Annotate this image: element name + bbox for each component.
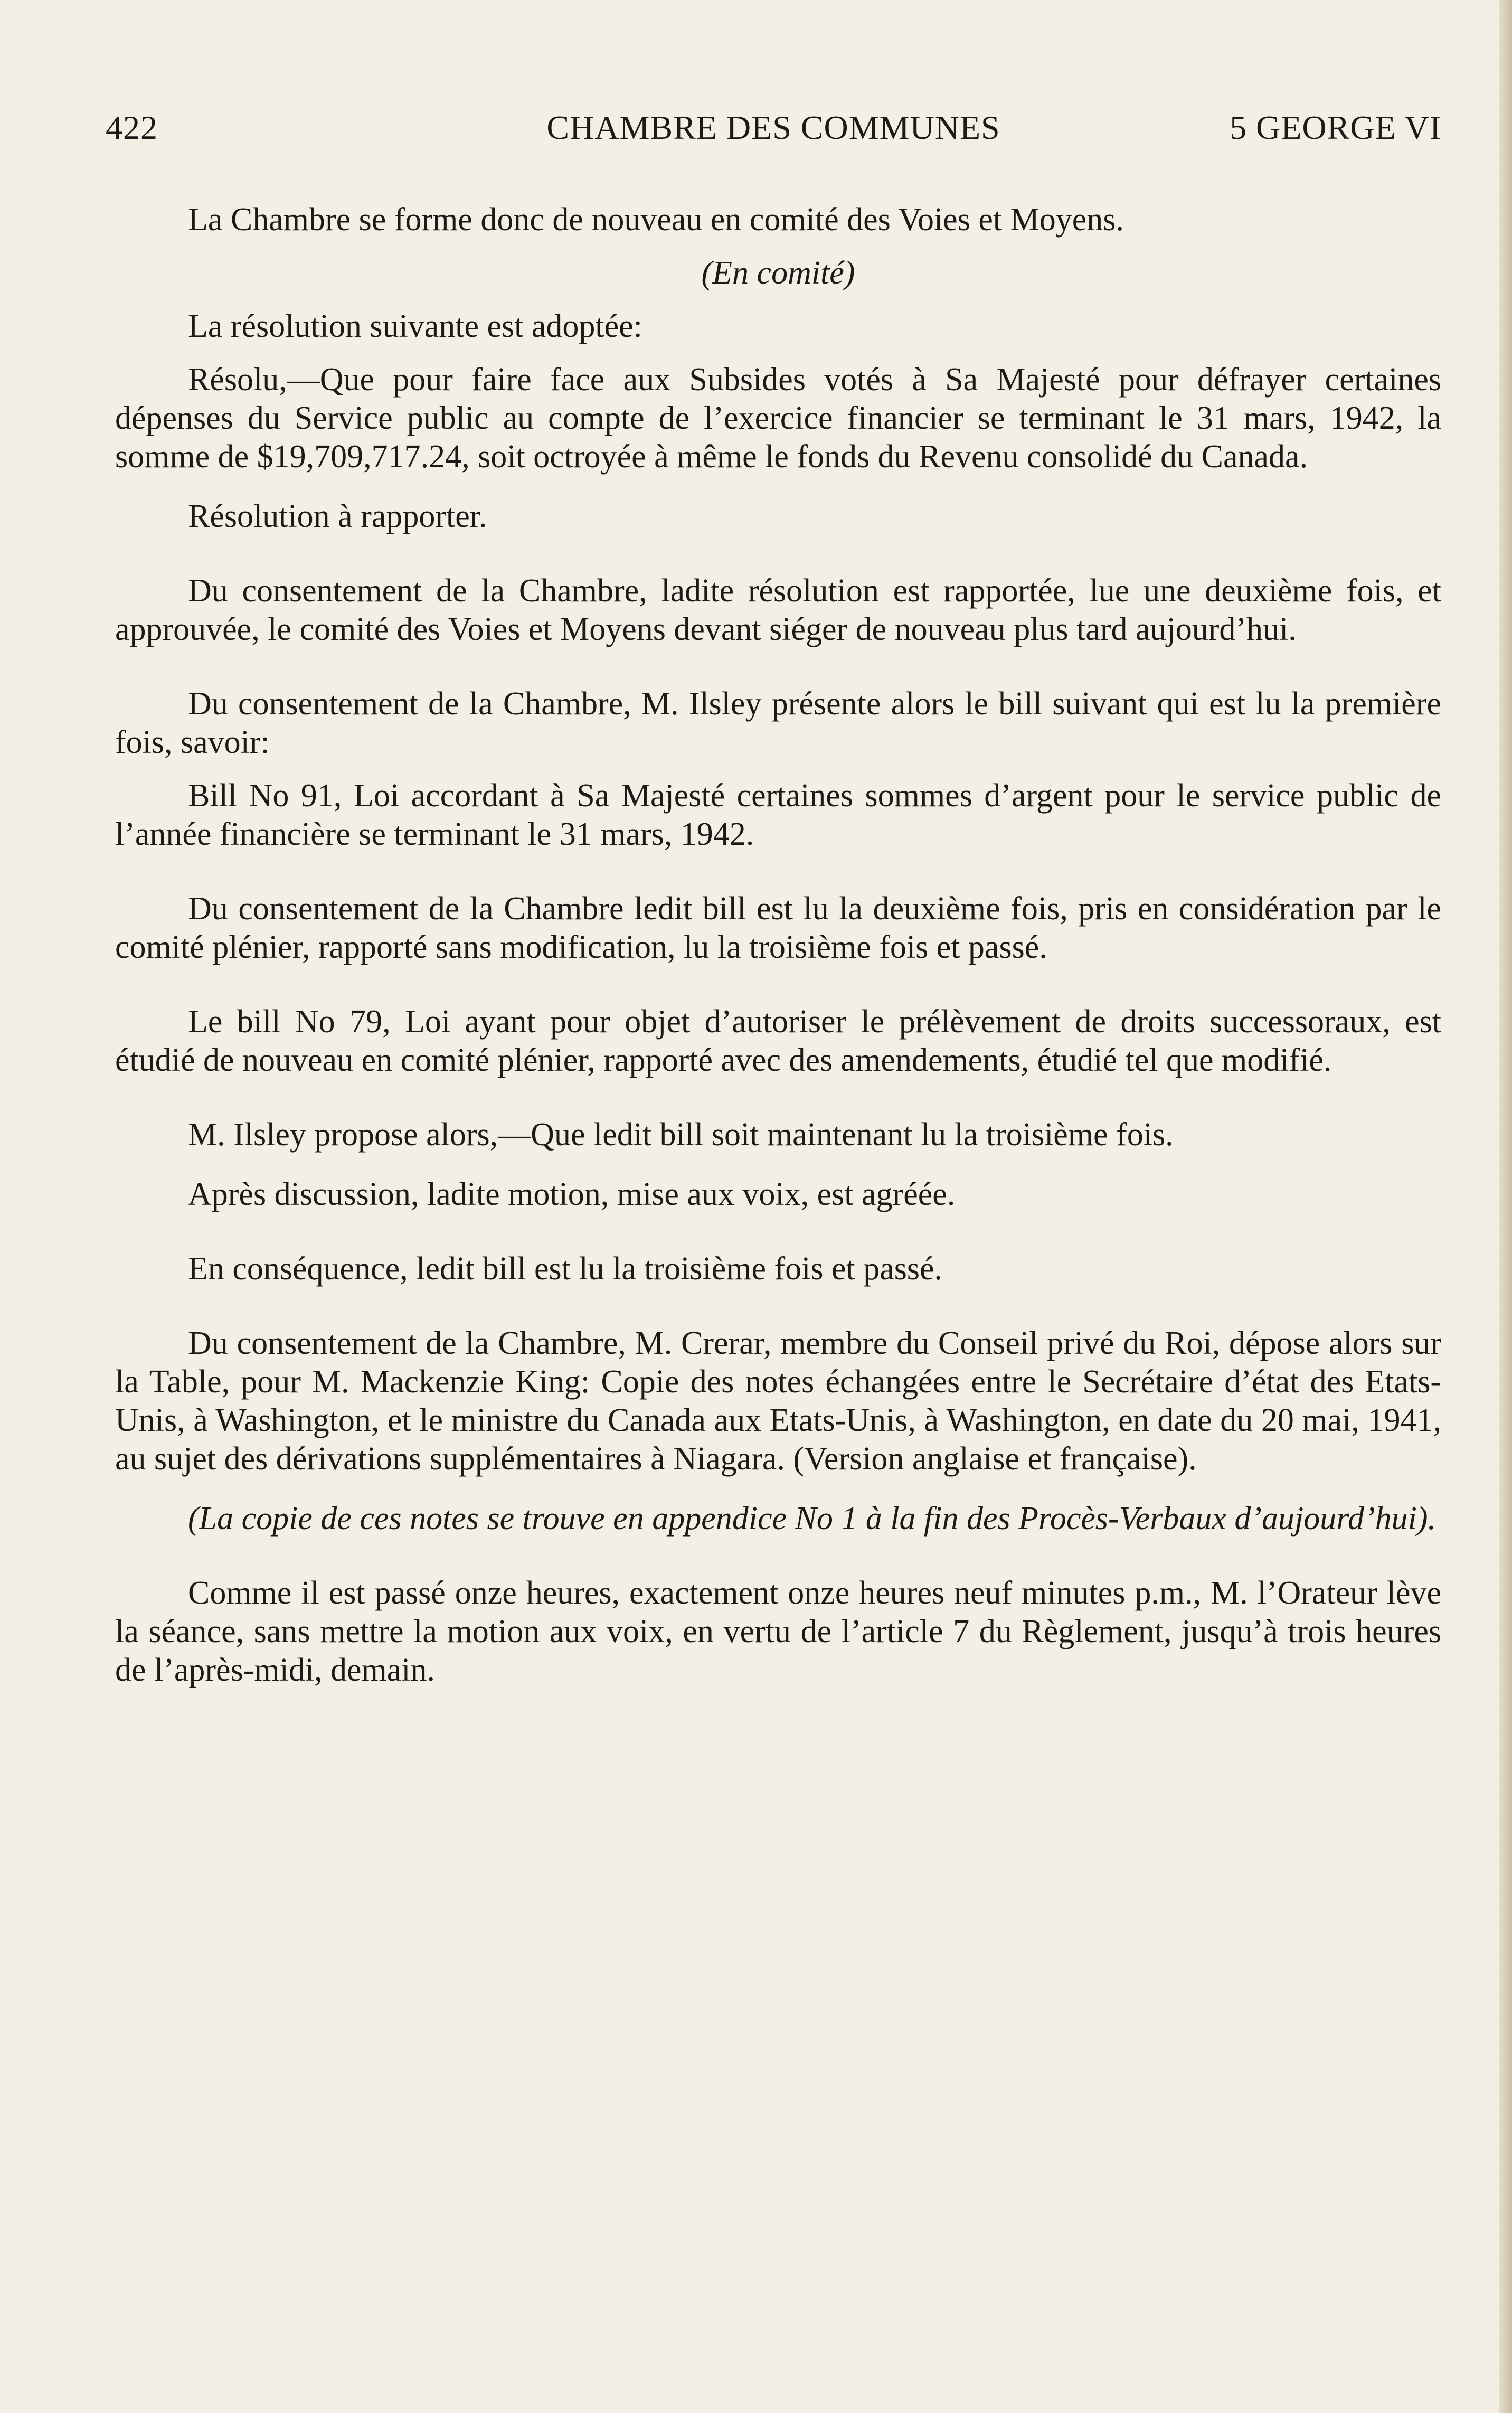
paragraph: La résolution suivante est adoptée: bbox=[188, 308, 642, 344]
paragraph: M. Ilsley propose alors,—Que ledit bill soit maintenant lu la troisième fois. bbox=[188, 1117, 1174, 1153]
subheading-text: (En comité) bbox=[701, 255, 855, 291]
paragraph: Après discussion, ladite motion, mise aux voix, est agréée. bbox=[188, 1176, 956, 1212]
paragraph: Du consentement de la Chambre, ladite résolution est rapportée, lue une deuxième fois, et approuvée, le comité des Voies et Moyens devant siéger de nouveau plus tard aujourd’hui. bbox=[115, 573, 1441, 647]
paragraph: La Chambre se forme donc de nouveau en comité des Voies et Moyens. bbox=[188, 202, 1124, 238]
paragraph-resolution: Résolu,—Que pour faire face aux Subsides votés à Sa Majesté pour défrayer certaines dépenses du Service public au compte de l’exercice financier se terminant le 31 mars, 1942, la somme de $19,709,717.24, soit octroyée à même le fonds du Revenu consolidé du Canada. bbox=[115, 362, 1441, 475]
page-number: 422 bbox=[106, 109, 158, 146]
paragraph: Comme il est passé onze heures, exactement onze heures neuf minutes p.m., M. l’Orateur lève la séance, sans mettre la motion aux voix, en vertu de l’article 7 du Règlement, jusqu’à trois heures de l’après-midi, demain. bbox=[115, 1575, 1441, 1688]
paragraph-bill-79: Le bill No 79, Loi ayant pour objet d’autoriser le prélèvement de droits successoraux, est étudié de nouveau en comité plénier, rapporté avec des amendements, étudié tel que modifié. bbox=[115, 1004, 1441, 1078]
paragraph-bill-91: Bill No 91, Loi accordant à Sa Majesté certaines sommes d’argent pour le service public de l’année financière se terminant le 31 mars, 1942. bbox=[115, 778, 1441, 852]
paragraph: Du consentement de la Chambre, M. Crerar, membre du Conseil privé du Roi, dépose alors sur la Table, pour M. Mackenzie King: Copie des notes échangées entre le Secrétaire d’état des Etats-Unis, à Washington, et le ministre du Canada aux Etats-Unis, à Washington, en date du 20 mai, 1941, au sujet des dérivations supplémentaires à Niagara. (Version anglaise et française). bbox=[115, 1325, 1441, 1477]
paragraph-appendix-note: (La copie de ces notes se trouve en appendice No 1 à la fin des Procès-Verbaux d’aujourd’hui). bbox=[188, 1501, 1437, 1537]
page-edge bbox=[1499, 0, 1512, 2413]
session-label: 5 GEORGE VI bbox=[1230, 109, 1441, 146]
paragraph: Résolution à rapporter. bbox=[188, 498, 487, 534]
running-title: CHAMBRE DES COMMUNES bbox=[546, 109, 1000, 146]
body-text bbox=[115, 201, 1441, 1690]
paragraph: Du consentement de la Chambre ledit bill est lu la deuxième fois, pris en considération par le comité plénier, rapporté sans modification, lu la troisième fois et passé. bbox=[115, 891, 1441, 965]
running-head bbox=[106, 108, 1441, 156]
paragraph: En conséquence, ledit bill est lu la troisième fois et passé. bbox=[188, 1251, 943, 1287]
paragraph: Du consentement de la Chambre, M. Ilsley présente alors le bill suivant qui est lu la première fois, savoir: bbox=[115, 686, 1441, 760]
subheading-en-comite bbox=[115, 254, 1441, 293]
